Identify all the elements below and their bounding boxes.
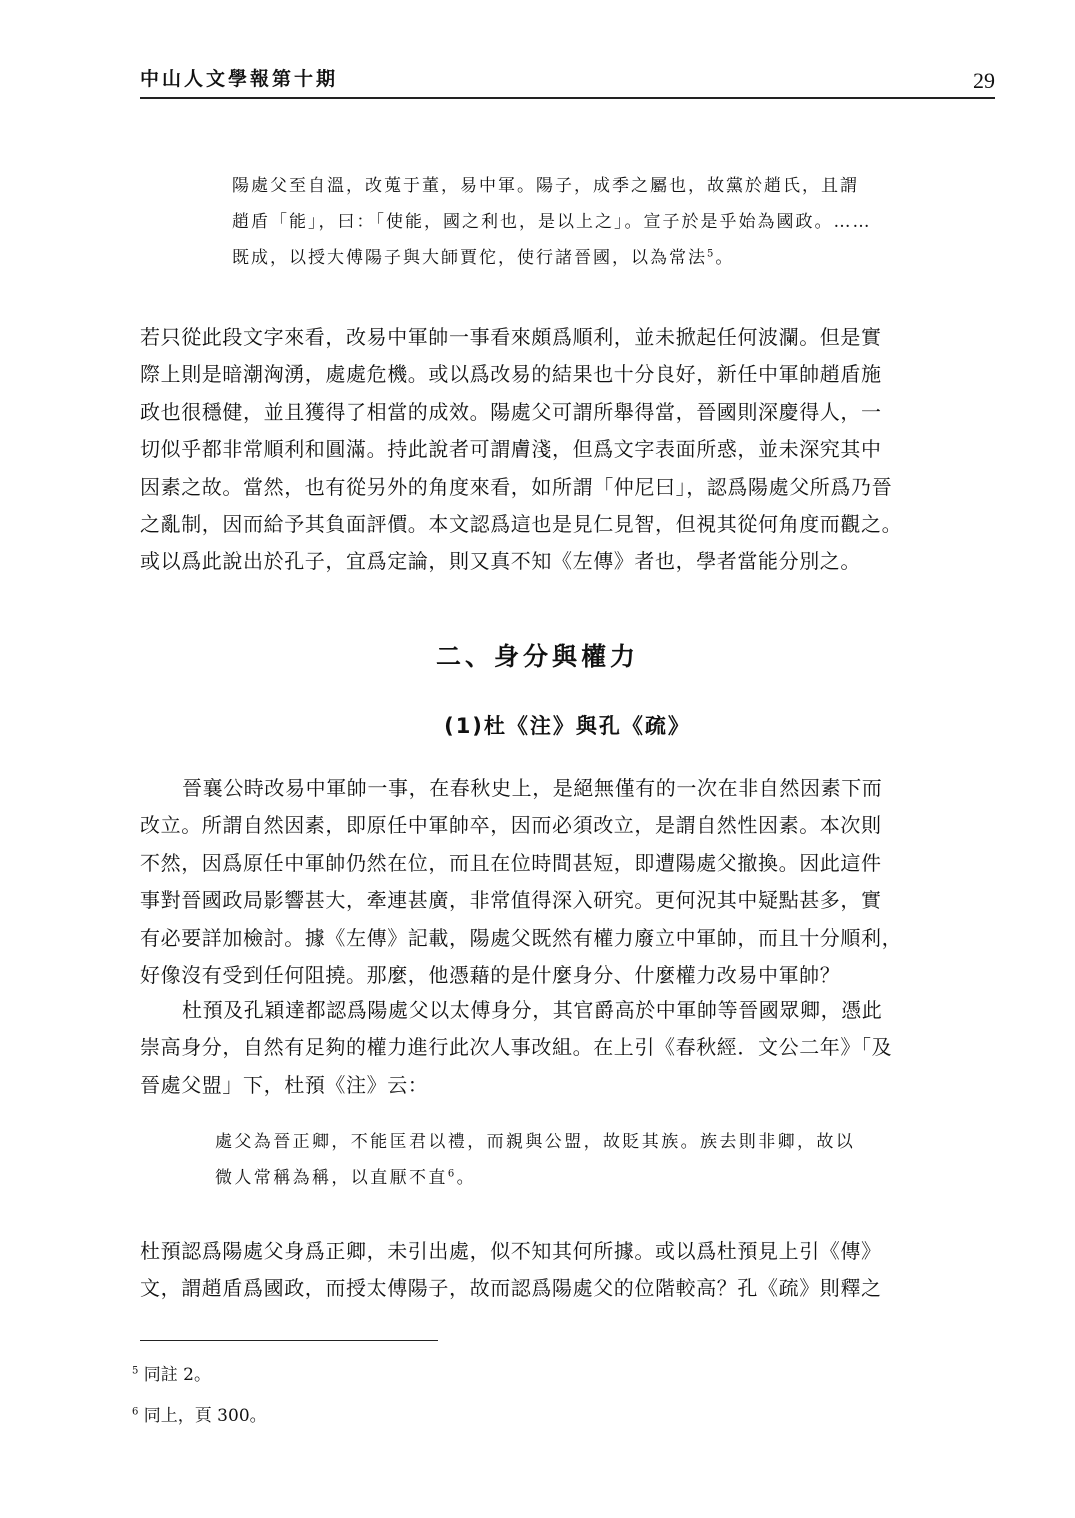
text-line: 文，謂趙盾爲國政，而授太傅陽子，故而認爲陽處父的位階較高？孔《疏》則釋之 <box>140 1276 882 1301</box>
text-line: 切似乎都非常順利和圓滿。持此說者可謂膚淺，但爲文字表面所惑，並未深究其中 <box>140 437 882 462</box>
quote-line: 既成，以授大傅陽子與大師賈佗，使行諸晉國，以為常法$^5$。 <box>232 248 735 268</box>
text-line: 若只從此段文字來看，改易中軍帥一事看來頗爲順利，並未掀起任何波瀾。但是實 <box>140 325 882 349</box>
text-line: 杜預及孔穎達都認爲陽處父以太傅身分，其官爵高於中軍帥等晉國眾卿，憑此 <box>182 998 883 1022</box>
paragraph-4 <box>140 1233 882 1308</box>
footnote-rule <box>140 1340 438 1341</box>
block-quote-1 <box>232 168 872 276</box>
quote-line: 處父為晉正卿，不能匡君以禮，而親與公盟，故貶其族。族去則非卿，故以 <box>215 1132 856 1152</box>
subsection-heading: (1)杜《注》與孔《疏》 <box>444 714 691 738</box>
quote-line: 微人常稱為稱，以直厭不直$^6$。 <box>215 1168 476 1188</box>
paragraph-1 <box>140 319 902 581</box>
footnote-ref-6[interactable]: 6 <box>447 1168 457 1180</box>
text-line: 晉襄公時改易中軍帥一事，在春秋史上，是絕無僅有的一次在非自然因素下而 <box>182 776 883 800</box>
journal-title: 中山人文學報第十期 <box>140 68 339 90</box>
text-line: 事對晉國政局影響甚大，牽連甚廣，非常值得深入研究。更何況其中疑點甚多，實 <box>140 888 882 913</box>
text-line: 杜預認爲陽處父身爲正卿，未引出處，似不知其何所據。或以爲杜預見上引《傳》 <box>140 1239 882 1263</box>
section-heading: 二、身分與權力 <box>435 642 639 671</box>
text-line: 或以爲此說出於孔子，宜爲定論，則又真不知《左傳》者也，學者當能分別之。 <box>140 549 861 574</box>
footnotes <box>132 1360 267 1442</box>
text-line: 崇高身分，自然有足夠的權力進行此次人事改組。在上引《春秋經．文公二年》「及 <box>140 1035 893 1060</box>
footnote-5: $^5$ 同註 2。 <box>132 1365 212 1385</box>
text-line: 晉處父盟」下，杜預《注》云： <box>140 1072 429 1097</box>
text-line: 改立。所謂自然因素，即原任中軍帥卒，因而必須改立，是謂自然性因素。本次則 <box>140 813 882 838</box>
text-line: 好像沒有受到任何阻撓。那麼，他憑藉的是什麼身分、什麼權力改易中軍帥？ <box>140 963 841 988</box>
text-line: 因素之故。當然，也有從另外的角度來看，如所謂「仲尼曰」，認爲陽處父所爲乃晉 <box>140 474 893 499</box>
footnote-6: $^6$ 同上，頁 300。 <box>132 1406 267 1426</box>
running-header <box>140 62 995 96</box>
quote-line: 趙盾「能」，曰：「使能，國之利也，是以上之」。宣子於是乎始為國政。…… <box>232 212 872 232</box>
text-line: 政也很穩健，並且獲得了相當的成效。陽處父可謂所舉得當，晉國則深慶得人，一 <box>140 399 882 424</box>
quote-line: 陽處父至自溫，改蒐于董，易中軍。陽子，成季之屬也，故黨於趙氏，且謂 <box>232 176 859 196</box>
footnote-ref-5[interactable]: 5 <box>707 248 716 260</box>
page-number: 29 <box>973 68 995 93</box>
text-line: 之亂制，因而給予其負面評價。本文認爲這也是見仁見智，但視其從何角度而觀之。 <box>140 512 903 537</box>
text-line: 際上則是暗潮洶湧，處處危機。或以爲改易的結果也十分良好，新任中軍帥趙盾施 <box>140 362 882 387</box>
paragraph-2 <box>140 770 902 994</box>
header-rule <box>140 97 995 99</box>
text-line: 有必要詳加檢討。據《左傳》記載，陽處父既然有權力廢立中軍帥，而且十分順利， <box>140 925 903 950</box>
paragraph-3 <box>140 992 892 1104</box>
block-quote-2 <box>215 1124 855 1196</box>
text-line: 不然，因爲原任中軍帥仍然在位，而且在位時間甚短，即遭陽處父撤換。因此這件 <box>140 850 882 875</box>
